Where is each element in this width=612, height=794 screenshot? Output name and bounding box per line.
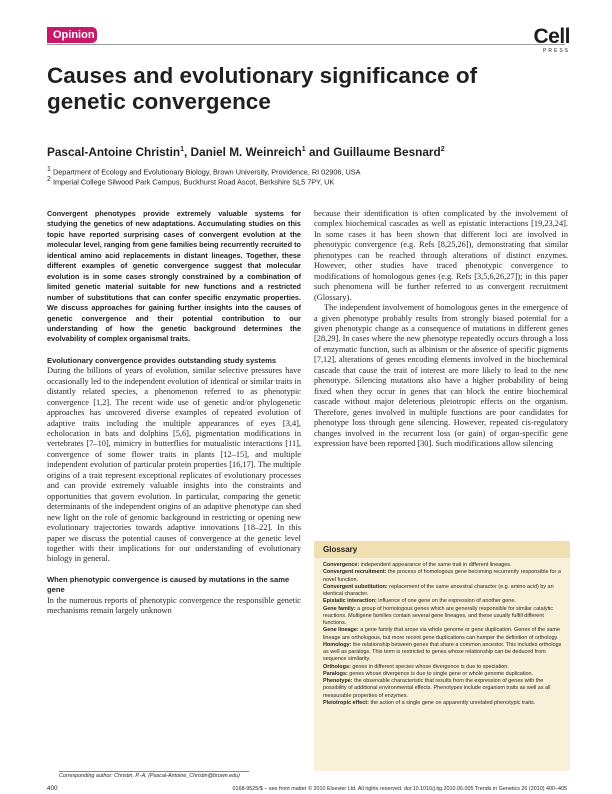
glossary-term: Paralogs: (323, 670, 348, 677)
glossary-term: Phenotype: (323, 678, 353, 684)
glossary-term: Pleiotropic effect: (323, 699, 369, 706)
corresponding-author: Corresponding author: Christin, P.-A. (Pascal-Antoine_Christin@brown.edu) (59, 773, 240, 779)
glossary-term: Gene family: (323, 605, 356, 612)
footnote-rule (59, 771, 249, 772)
glossary-definition: genes whose divergence is due to single gene or whole genome duplication. (349, 670, 534, 677)
affiliation-text: Imperial College Silwood Park Campus, Buckhurst Road Ascot, Berkshire SL5 7PY, UK (52, 177, 335, 187)
glossary-definition: the relationship between genes that share a common ancestor. This includes orthologs as well as paralogs. This term is restricted to genes whose relationship can be deduced from sequence similarity. (323, 641, 562, 663)
section-tag: Opinion (47, 27, 97, 43)
glossary-definition: the observable characteristic that results from the expression of genes with the possibility of additional environmental effects. Phenotypes include organism traits as well as all measurable properties of enzymes. (323, 678, 551, 699)
affiliation-number: 2 (47, 176, 51, 183)
glossary-entry (323, 678, 563, 700)
glossary-definition: independent appearance of the same trait in different lineages. (360, 562, 512, 568)
glossary-entry (323, 671, 563, 678)
glossary-entry (323, 562, 563, 569)
glossary-term: Convergence: (323, 562, 360, 568)
publisher-logo (530, 26, 570, 55)
abstract: Convergent phenotypes provide extremely valuable systems for studying the genetics of new adaptations. Accumulating studies on this topic have reported surprising cases of convergent evolution at the molecular level, ranging from gene families being recurrently recruited to identical amino acid replacements in distant lineages. Together, these different examples of genetic convergence suggest that molecular evolution is in some cases strongly constrained by a combination of limited genetic material suitable for new functions and a restricted number of substitutions that can confer specific enzymatic properties. We discuss approaches for gaining further insights into the causes of genetic convergence and their potential contribution to our understanding of how the genetic background determines the evolvability of complex organismal traits. (47, 209, 301, 344)
paragraph: During the billions of years of evolution, similar selective pressures have occasionally led to the independent evolution of identical or similar traits in distantly related species, a phenomenon referred to as phenotypic convergence [1,2]. The recent wide use of genetic and/or phylogenetic approaches has uncovered diverse examples of repeated evolution of adaptive traits including the multiple appearances of eyes [3,4], echolocation in bats and dolphins [5,6], pigmentation modifications in vertebrates [7–10], mimicry in butterflies for mutualistic interactions [11], convergence of some flower traits in plants [12–15], and multiple independent evolution of particular protein properties [16,17]. The multiple origins of a trait represent exceptional replicates of evolutionary processes and can provide extremely valuable insights into the constraints and opportunities that govern evolution. In particular, comparing the genetic determinants of the independent origins of an adaptive phenotype can shed new light on the role of genomic background in restricting or opening new evolutionary trajectories towards adaptive innovations [18–22]. In this paper we discuss the potential causes of convergence at the genetic level together with their implications for our understanding of evolutionary biology in general. (47, 366, 301, 564)
glossary-entry (323, 598, 563, 605)
author-name: Guillaume Besnard (333, 144, 441, 159)
right-column (314, 209, 568, 449)
paragraph: because their identification is often complicated by the involvement of complex biochemical cascades as well as epistatic interactions [19,23,24]. In some cases it has been shown that different loci are involved in phenotypic convergence (e.g. Refs [8,25,26]), demonstrating that similar phenotypes can be reached through alterations of distinct enzymes. However, other studies have traced phenotypic convergence to modifications of homologous genes (e.g. Refs [3,5,6,26,27]); in this paper such phenomena will be further referred to as convergent recruitment (Glossary). (314, 209, 568, 302)
paragraph: In the numerous reports of phenotypic convergence the responsible genetic mechanisms remain largely unknown (47, 595, 301, 616)
glossary-definition: a group of homologous genes which are generally responsible for similar catalytic reactions. Multigene families contain several gene lineages, and these usually fulfill different functions. (323, 605, 554, 626)
affiliation (47, 175, 567, 187)
author-affil-ref: 1 (301, 146, 306, 153)
glossary-term: Epistatic interaction: (323, 598, 377, 605)
author-affil-ref: 2 (440, 146, 445, 153)
body-text (47, 596, 301, 617)
header-rule (47, 44, 565, 45)
glossary-definition: the process of homologous gene becoming recurrently responsible for a novel function. (323, 569, 561, 583)
page-number: 400 (47, 785, 58, 792)
glossary-term: Convergent substitution: (323, 583, 388, 590)
author-affil-ref: 1 (180, 146, 184, 153)
citation-footer: 0168-9525/$ – see front matter © 2010 Elsevier Ltd. All rights reserved. doi:10.1016/j.tig.2010.06.005 Trends in Genetics 26 (2010) 400–405 (232, 786, 567, 792)
author-name: Pascal-Antoine Christin (47, 144, 181, 159)
affiliation-number: 1 (47, 166, 51, 173)
glossary-definition: the action of a single gene on apparently unrelated phenotypic traits. (370, 699, 536, 706)
glossary-definition: a gene family that arose via whole genome or gene duplication. Genes of the same lineage are orthologous, but more recent gene duplications can hamper the definition of orthology. (323, 627, 560, 641)
glossary-entries (314, 558, 570, 707)
glossary-term: Homology: (323, 641, 352, 648)
glossary-definition: replacement of the same ancestral character (e.g. amino acid) by an identical character. (323, 583, 554, 597)
glossary-entry (323, 700, 563, 707)
glossary-definition: influence of one gene on the expression of another gene. (378, 598, 516, 605)
glossary-entry (323, 627, 563, 642)
glossary-term: Convergent recruitment: (323, 569, 387, 576)
glossary-term: Orthologs: (323, 663, 351, 670)
left-column (47, 209, 301, 617)
logo-subtext: PRESS (543, 48, 570, 54)
glossary-title: Glossary (314, 541, 570, 558)
glossary-entry (323, 569, 563, 584)
affiliation-text: Department of Ecology and Evolutionary Biology, Brown University, Providence, RI 02906, USA (52, 167, 361, 177)
glossary-entry (323, 642, 563, 664)
paragraph: The independent involvement of homologous genes in the emergence of a given phenotype probably results from strongly biased potential for a given phenotypic change as a consequence of mutations in different genes [28,29]. In cases where the new phenotype repeatedly occurs through a loss of enzymatic function, such as albinism or the absence of specific pigments [7,12], alterations of genes encoding elements involved in the biochemical cascade that cause the trait of interest are more likely to lead to the new phenotype. Silencing mutations also have a higher probability of being fixed when they occur in genes that can block the entire biochemical cascade without major deleterious pleiotropic effects on the organism. Therefore, genes involved in multiple functions are poor candidates for phenotype loss through gene silencing. However, repeated cis-regulatory changes involved in the recurrent loss (or gain) of organ-specific gene expression have been reported [30]. Such modifications allow silencing (314, 303, 568, 448)
glossary-box (314, 541, 570, 771)
author-name: Daniel M. Weinreich (190, 144, 302, 159)
glossary-entry (323, 664, 563, 671)
glossary-definition: genes in different species whose divergence is due to speciation. (352, 663, 509, 670)
glossary-term: Gene lineage: (323, 627, 359, 634)
article-title: Causes and evolutionary significance of genetic convergence (47, 63, 478, 114)
body-text (47, 366, 301, 565)
author-list: Pascal-Antoine Christin$^1$, Daniel M. Weinreich$^1$ and Guillaume Besnard$^2$ (47, 144, 445, 159)
logo-text: Cell (533, 25, 570, 48)
glossary-entry (323, 606, 563, 628)
glossary-entry (323, 584, 563, 599)
section-heading: When phenotypic convergence is caused by mutations in the same gene (47, 574, 290, 595)
section-heading: Evolutionary convergence provides outstanding study systems (47, 355, 277, 365)
